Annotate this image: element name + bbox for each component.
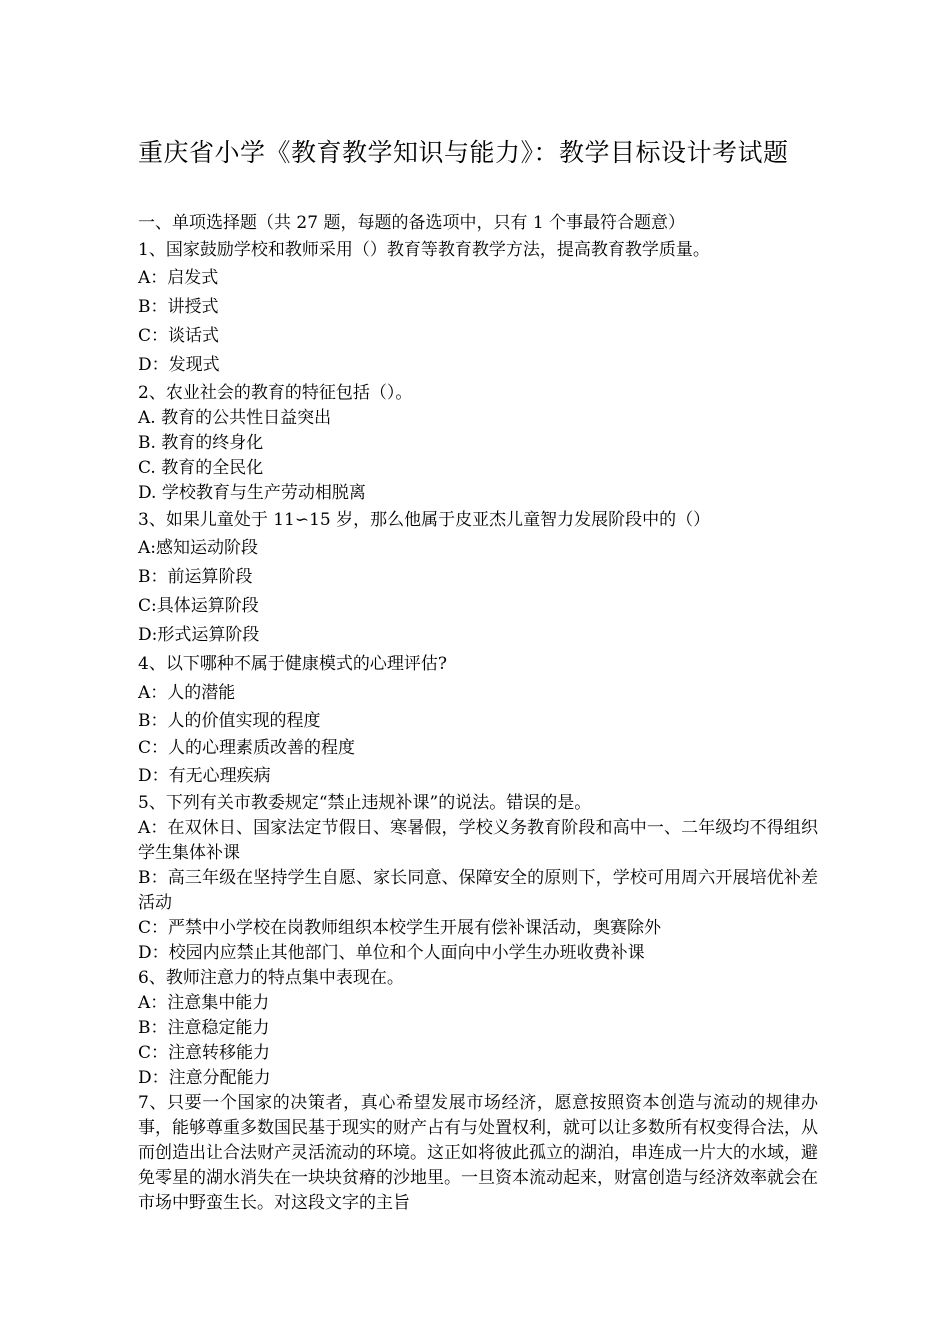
- question-2-option-b: B. 教育的终身化: [138, 433, 264, 453]
- question-6-option-c: C：注意转移能力: [138, 1043, 271, 1063]
- question-2-option-c: C. 教育的全民化: [138, 458, 264, 478]
- question-2-option-a: A. 教育的公共性日益突出: [138, 408, 332, 428]
- question-1-option-b: B：讲授式: [138, 297, 219, 317]
- question-list: [138, 210, 818, 1216]
- question-3-option-c: C:具体运算阶段: [138, 596, 259, 616]
- question-6-stem: 6、教师注意力的特点集中表现在。: [138, 968, 404, 988]
- question-4-stem: 4、以下哪种不属于健康模式的心理评估?: [138, 654, 447, 674]
- question-1-stem: 1、国家鼓励学校和教师采用（）教育等教育教学方法，提高教育教学质量。: [138, 240, 710, 260]
- question-6-option-a: A：注意集中能力: [138, 993, 270, 1013]
- question-4-option-b: B：人的价值实现的程度: [138, 711, 321, 731]
- question-5-option-a: A：在双休日、国家法定节假日、寒暑假，学校义务教育阶段和高中一、二年级均不得组织学生集体补课: [138, 818, 818, 863]
- question-4-option-c: C：人的心理素质改善的程度: [138, 738, 356, 758]
- question-5-option-b: B：高三年级在坚持学生自愿、家长同意、保障安全的原则下，学校可用周六开展培优补差活动: [138, 868, 818, 913]
- question-7-stem: 7、只要一个国家的决策者，真心希望发展市场经济，愿意按照资本创造与流动的规律办事，能够尊重多数国民基于现实的财产占有与处置权利，就可以让多数所有权变得合法，从而创造出让合法财产灵活流动的环境。这正如将彼此孤立的湖泊，串连成一片大的水域，避免零星的湖水消失在一块块贫瘠的沙地里。一旦资本流动起来，财富创造与经济效率就会在市场中野蛮生长。对这段文字的主旨: [138, 1093, 818, 1213]
- question-1-option-d: D：发现式: [138, 355, 220, 375]
- section-heading: 一、单项选择题（共 27 题，每题的备选项中，只有 1 个事最符合题意）: [138, 213, 686, 233]
- question-3-stem: 3、如果儿童处于 11∽15 岁，那么他属于皮亚杰儿童智力发展阶段中的（）: [138, 510, 711, 530]
- question-4-option-a: A：人的潜能: [138, 683, 236, 703]
- question-6-option-b: B：注意稳定能力: [138, 1018, 270, 1038]
- question-4-option-d: D：有无心理疾病: [138, 766, 271, 786]
- question-3-option-d: D:形式运算阶段: [138, 625, 260, 645]
- question-5-stem: 5、下列有关市教委规定“禁止违规补课”的说法。错误的是。: [138, 793, 592, 813]
- question-6-option-d: D：注意分配能力: [138, 1068, 271, 1088]
- question-2-option-d: D. 学校教育与生产劳动相脱离: [138, 483, 366, 503]
- document-title: 重庆省小学《教育教学知识与能力》：教学目标设计考试题: [138, 138, 789, 167]
- question-3-option-a: A:感知运动阶段: [138, 538, 259, 558]
- question-3-option-b: B：前运算阶段: [138, 567, 253, 587]
- question-1-option-c: C：谈话式: [138, 326, 220, 346]
- question-2-stem: 2、农业社会的教育的特征包括（）。: [138, 383, 413, 403]
- question-1-option-a: A：启发式: [138, 268, 219, 288]
- question-5-option-c: C：严禁中小学校在岗教师组织本校学生开展有偿补课活动，奥赛除外: [138, 918, 662, 938]
- question-5-option-d: D：校园内应禁止其他部门、单位和个人面向中小学生办班收费补课: [138, 943, 645, 963]
